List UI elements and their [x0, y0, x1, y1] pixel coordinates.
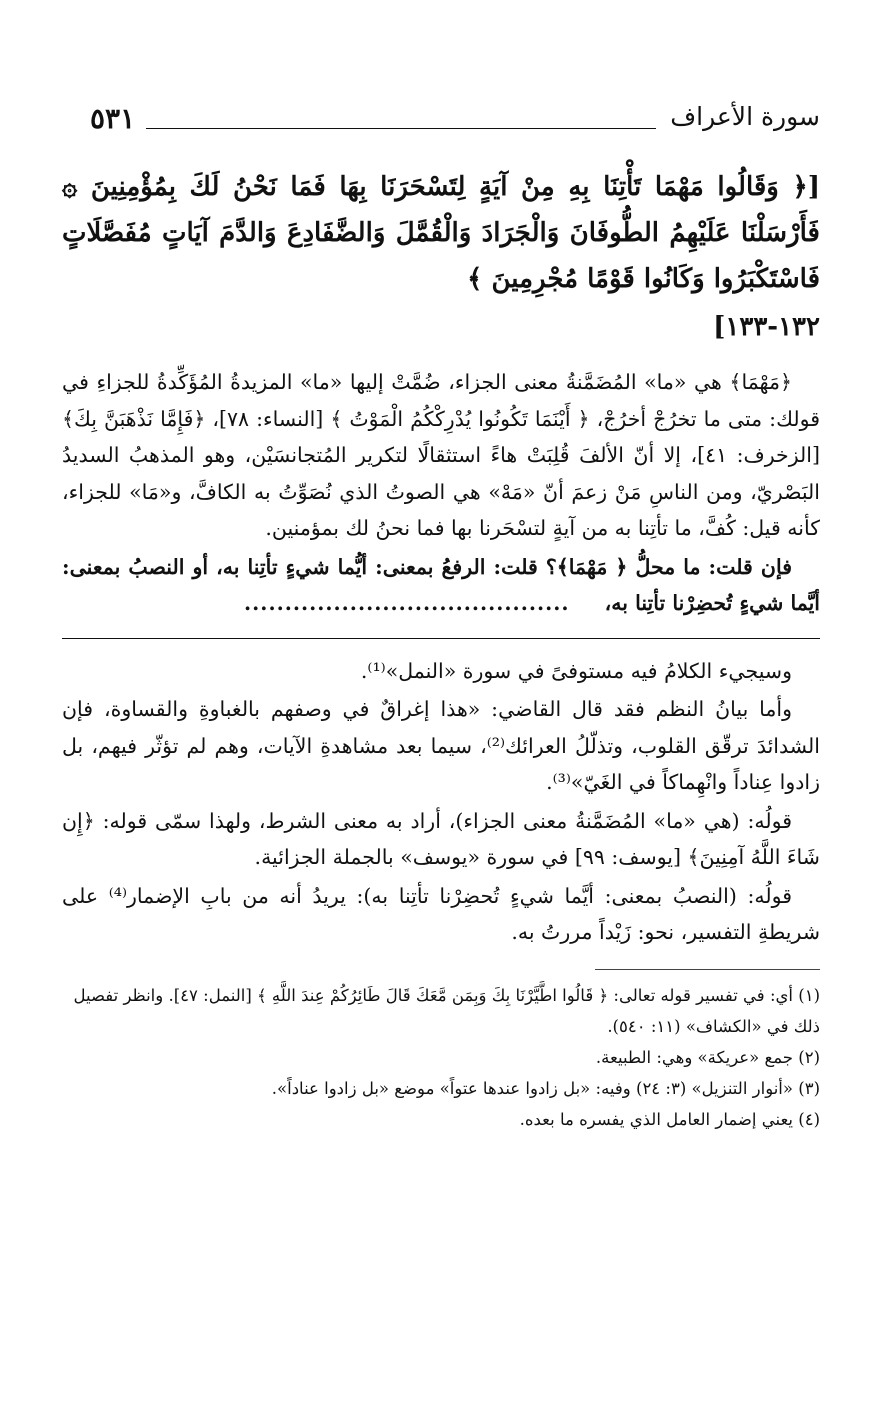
verse-reference: ١٣٢-١٣٣]: [713, 312, 820, 342]
footnote: (٢) جمع «عريكة» وهي: الطبيعة.: [595, 1047, 820, 1067]
section-divider: [62, 638, 820, 639]
main-commentary: [62, 364, 820, 622]
surah-name: سورة الأعراف: [670, 102, 820, 131]
footnote: (٣) «أنوار التنزيل» (٣: ٢٤) وفيه: «بل زادوا عندها عتواً» موضع «بل زادوا عناداً».: [271, 1078, 820, 1098]
ellipsis-dots: ........................................: [244, 591, 570, 615]
commentary-paragraph: [62, 549, 820, 622]
page-number: ٥٣١: [90, 102, 136, 135]
commentary-paragraph: ﴿مَهْمَا﴾ هي «ما» المُضَمَّنةُ معنى الجزاء، ضُمَّتْ إليها «ما» المزيدةُ المُؤَكِّدةُ للجزاءِ في قولك: متى ما تخرُجْ أخرُجْ، ﴿ أَيْنَمَا تَكُونُوا يُدْرِكْكُمُ الْمَوْتُ ﴾ [النساء: ٧٨]، ﴿فَإِمَّا نَذْهَبَنَّ بِكَ﴾ [الزخرف: ٤١]، إلا أنّ الألفَ قُلِبَتْ هاءً استثقالًا لتكرير المُتجانسَيْن، وهو المذهبُ السديدُ البَصْريّ، ومن الناسِ مَنْ زعمَ أنّ «مَهْ» هي الصوتُ الذي نُصَوِّتُ به الكافَّ، و«مَا» للجزاء، كأنه قيل: كُفَّ، ما تأتِنا به من آيةٍ لتسْحَرنا بها فما نحنُ لك بمؤمنين.: [62, 370, 820, 540]
page-header: [62, 100, 820, 146]
gloss-paragraph: وأما بيانُ النظم فقد قال القاضي: «هذا إغراقٌ في وصفهم بالغباوةِ والقساوة، فإن الشدائدَ ترقّق القلوب، وتذلّلُ العرائك⁽²⁾، سيما بعد مشاهدةِ الآيات، وهم لم تؤثّر فيهم، بل زادوا عِناداً وانْهِماكاً في الغَيّ»⁽³⁾.: [62, 697, 820, 794]
gloss-commentary: [62, 653, 820, 951]
gloss-paragraph: قولُه: (النصبُ بمعنى: أيَّما شيءٍ تُحضِرْنا تأتِنا به): يريدُ أنه من بابِ الإضمار⁽⁴⁾ على شريطةِ التفسير، نحو: زَيْداً مررتُ به.: [62, 883, 820, 944]
footnotes: [62, 980, 820, 1135]
book-page: [62, 100, 820, 1135]
footnote: (٤) يعني إضمار العامل الذي يفسره ما بعده.: [519, 1109, 820, 1129]
footnote-separator: [595, 969, 820, 970]
header-rule: [146, 128, 656, 129]
quran-verse: [﴿ وَقَالُوا مَهْمَا تَأْتِنَا بِهِ مِنْ آيَةٍ لِتَسْحَرَنَا بِهَا فَمَا نَحْنُ لَكَ بِمُؤْمِنِينَ ۞ فَأَرْسَلْنَا عَلَيْهِمُ الطُّوفَانَ وَالْجَرَادَ وَالْقُمَّلَ وَالضَّفَادِعَ وَالدَّمَ آيَاتٍ مُفَصَّلَاتٍ فَاسْتَكْبَرُوا وَكَانُوا قَوْمًا مُجْرِمِينَ ﴾: [62, 172, 820, 294]
commentary-question: فإن قلت: ما محلُّ ﴿ مَهْمَا﴾؟ قلت: الرفعُ بمعنى: أيُّما شيءٍ تأتِنا به، أو النصبُ بمعنى: أيَّما شيءٍ تُحضِرْنا تأتِنا به،: [62, 554, 820, 615]
gloss-paragraph: قولُه: (هي «ما» المُضَمَّنةُ معنى الجزاء)، أراد به معنى الشرط، ولهذا سمّى قوله: ﴿إِن شَاءَ اللَّهُ آمِنِينَ﴾ [يوسف: ٩٩] في سورة «يوسف» بالجملة الجزائية.: [62, 808, 820, 869]
footnote: (١) أي: في تفسير قوله تعالى: ﴿ قَالُوا اطَّيَّرْنَا بِكَ وَبِمَن مَّعَكَ قَالَ طَائِرُكُمْ عِندَ اللَّهِ ﴾ [النمل: ٤٧]. وانظر تفصيل ذلك في «الكشاف» (١١: ٥٤٠).: [73, 985, 820, 1036]
gloss-paragraph: وسيجيء الكلامُ فيه مستوفىً في سورة «النمل»⁽¹⁾.: [360, 658, 792, 683]
